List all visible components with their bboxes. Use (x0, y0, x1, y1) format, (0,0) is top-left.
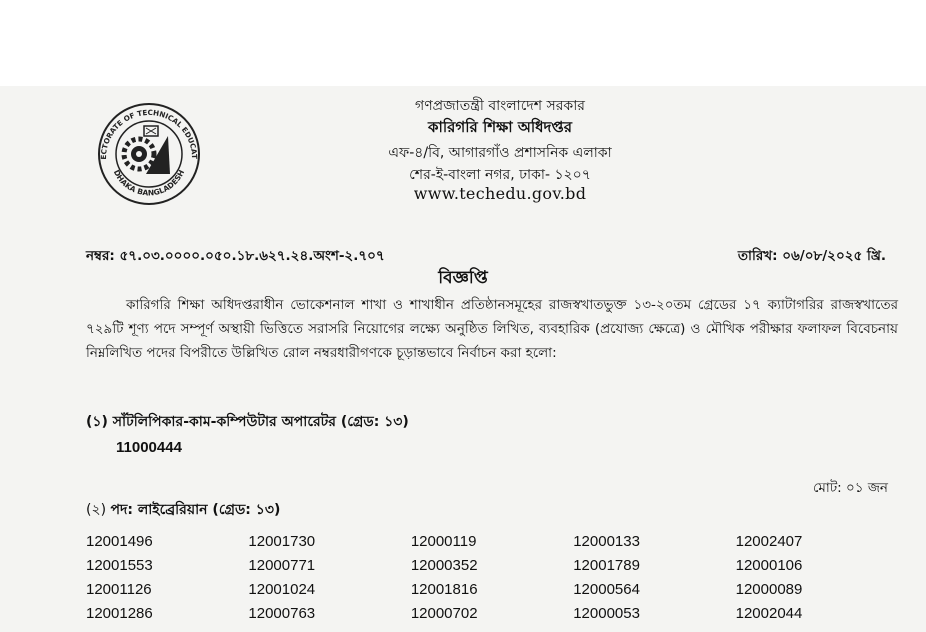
memo-number: নম্বর: ৫৭.০৩.০০০০.০৫০.১৮.৬২৭.২৪.অংশ-২.৭০৭ (86, 248, 385, 264)
roll-number: 12000771 (248, 557, 316, 574)
roll-number: 12001553 (86, 557, 153, 574)
seal-logo (86, 96, 212, 206)
section-2-post: পদ: লাইব্রেরিয়ান (গ্রেড: ১৩) (110, 502, 281, 518)
gear-icon (124, 139, 154, 169)
roll-row (86, 581, 898, 605)
roll-number: 12000106 (735, 557, 803, 574)
roll-number: 12000352 (410, 557, 478, 574)
section-2-number: (২) (86, 502, 107, 518)
roll-number: 12002407 (735, 533, 803, 550)
section-1-roll: 11000444 (116, 439, 182, 456)
government-title: গণপ্রজাতন্ত্রী বাংলাদেশ সরকার (415, 98, 585, 114)
svg-text:DHAKA BANGLADESH: DHAKA BANGLADESH (111, 168, 187, 198)
roll-number: 12001816 (410, 581, 478, 598)
notice-title: বিজ্ঞপ্তি (438, 268, 488, 288)
roll-number: 12000133 (573, 533, 640, 550)
notice-body: কারিগরি শিক্ষা অধিদপ্তরাধীন ভোকেশনাল শাখা ও শাখাধীন প্রতিষ্ঠানসমূহের রাজস্বখাতভুক্ত ১৩-২০তম গ্রেডের ১৭ ক্যাটাগরির রাজস্বখাতের ৭২৯টি শূণ্য পদে সম্পূর্ণ অস্থায়ী ভিত্তিতে সরাসরি নিয়োগের লক্ষ্যে অনুষ্ঠিত লিখিত, ব্যবহারিক (প্রযোজ্য ক্ষেত্রে) ও মৌখিক পরীক্ষার ফলাফল বিবেচনায় নিম্নলিখিত পদের বিপরীতে উল্লিখিত রোল নম্বরধারীগণকে চূড়ান্তভাবে নির্বাচন করা হলো: (86, 297, 898, 361)
roll-number: 12001789 (573, 557, 640, 574)
address-line-2: শের-ই-বাংলা নগর, ঢাকা- ১২০৭ (409, 167, 591, 183)
roll-number: 12001286 (86, 605, 153, 622)
roll-row (86, 557, 898, 581)
roll-number: 12000089 (735, 581, 803, 598)
roll-number: 12001126 (86, 581, 152, 598)
roll-number: 12001024 (248, 581, 316, 598)
roll-number: 12000564 (573, 581, 640, 598)
address-line-1: এফ-৪/বি, আগারগাঁও প্রশাসনিক এলাকা (388, 145, 612, 161)
roll-number: 12002044 (735, 605, 803, 622)
website-link[interactable]: www.techedu.gov.bd (413, 184, 587, 203)
roll-number: 12001496 (86, 533, 153, 550)
top-blank-area (0, 0, 926, 86)
section-1-title: (১) সাঁটলিপিকার-কাম-কম্পিউটার অপারেটর (গ্রেড: ১৩) (86, 414, 409, 430)
roll-row (86, 533, 898, 557)
roll-row (86, 605, 898, 629)
section-2-title (86, 498, 280, 522)
roll-number: 12001730 (248, 533, 316, 550)
roll-number: 12000763 (248, 605, 316, 622)
roll-number-grid (86, 533, 898, 629)
directorate-name: কারিগরি শিক্ষা অধিদপ্তর (427, 118, 573, 136)
svg-text:DIRECTORATE OF TECHNICAL EDUCA: ECTORATE OF TECHNICAL EDUCAT (98, 107, 200, 160)
roll-number: 12000119 (410, 533, 477, 550)
roll-number: 12000053 (573, 605, 640, 622)
roll-number: 12000702 (410, 605, 478, 622)
section-1-total: মোট: ০১ জন (812, 480, 888, 496)
memo-date: তারিখ: ০৬/০৮/২০২৫ খ্রি. (737, 248, 886, 264)
